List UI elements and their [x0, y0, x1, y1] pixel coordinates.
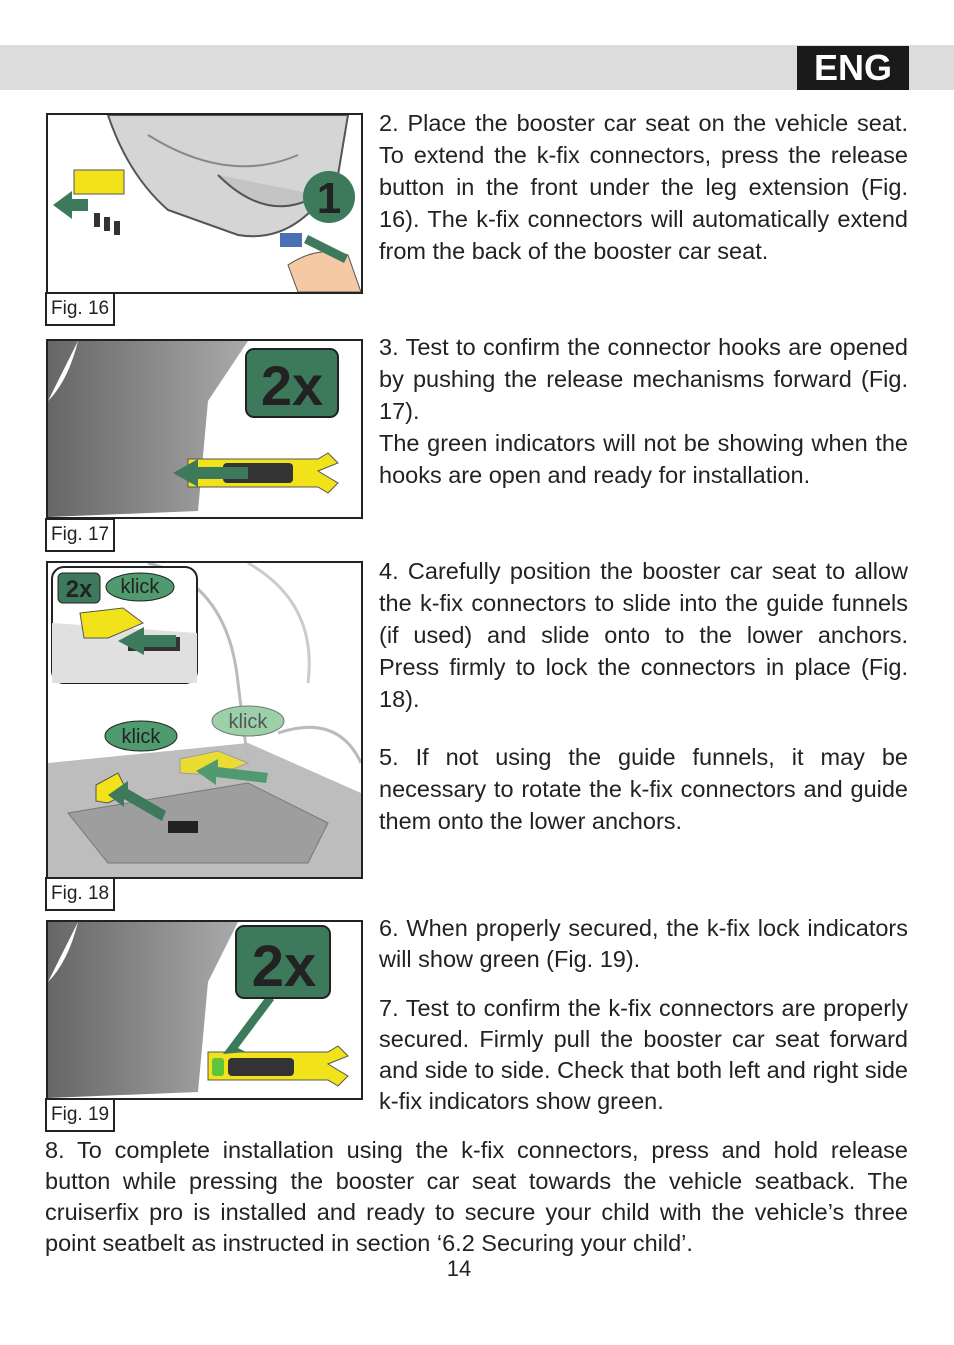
repeat-badge-small: 2x	[65, 576, 93, 603]
repeat-badge: 2x	[260, 354, 324, 417]
klick-bubble-top: klick	[120, 576, 160, 598]
step-5-text: 5. If not using the guide funnels, it may be necessary to rotate the k-fix connectors and guide them onto the lower anchors.	[379, 744, 908, 834]
step-badge: 1	[316, 174, 342, 223]
page-number: 14	[446, 1256, 472, 1281]
figure-18-caption: Fig. 18	[45, 877, 115, 911]
step-2-text: 2. Place the booster car seat on the vehicle seat. To extend the k-fix connectors, press the release button in the front under the leg extension (Fig. 16). The k-fix connectors will automatically extend from the back of the booster car seat.	[379, 110, 908, 264]
step-4-text: 4. Carefully position the booster car seat to allow the k-fix connectors to slide into the guide funnels (if used) and slide onto to the lower anchors. Press firmly to lock the connectors in place (Fig. 18).	[379, 558, 908, 712]
figure-17-caption: Fig. 17	[45, 518, 115, 552]
figure-16-caption: Fig. 16	[45, 292, 115, 326]
step-8-text: 8. To complete installation using the k-fix connectors, press and hold release button while pressing the booster car seat towards the vehicle seatback. The cruiserfix pro is installed and ready to secure your child with the vehicle’s three point seatbelt as instructed in section ‘6.2 Securing your child’.	[45, 1137, 908, 1256]
language-badge: ENG	[797, 46, 909, 90]
klick-bubble-right: klick	[228, 711, 268, 733]
figure-19-image	[46, 920, 363, 1100]
figure-17-image	[46, 339, 363, 519]
figure-18-image	[46, 561, 363, 879]
step-3-note: The green indicators will not be showing when the hooks are open and ready for installation.	[379, 430, 908, 488]
step-7-text: 7. Test to confirm the k-fix connectors are properly secured. Firmly pull the booster car seat forward and side to side. Check that both left and right side k-fix indicators show green.	[379, 995, 908, 1114]
step-6-text: 6. When properly secured, the k-fix lock indicators will show green (Fig. 19).	[379, 915, 908, 972]
klick-bubble-left: klick	[121, 726, 161, 748]
figure-19-caption: Fig. 19	[45, 1098, 115, 1132]
repeat-badge: 2x	[251, 934, 317, 999]
figure-16-image	[46, 113, 363, 294]
step-3-text: 3. Test to confirm the connector hooks are opened by pushing the release mechanisms forward (Fig. 17).	[379, 334, 908, 424]
